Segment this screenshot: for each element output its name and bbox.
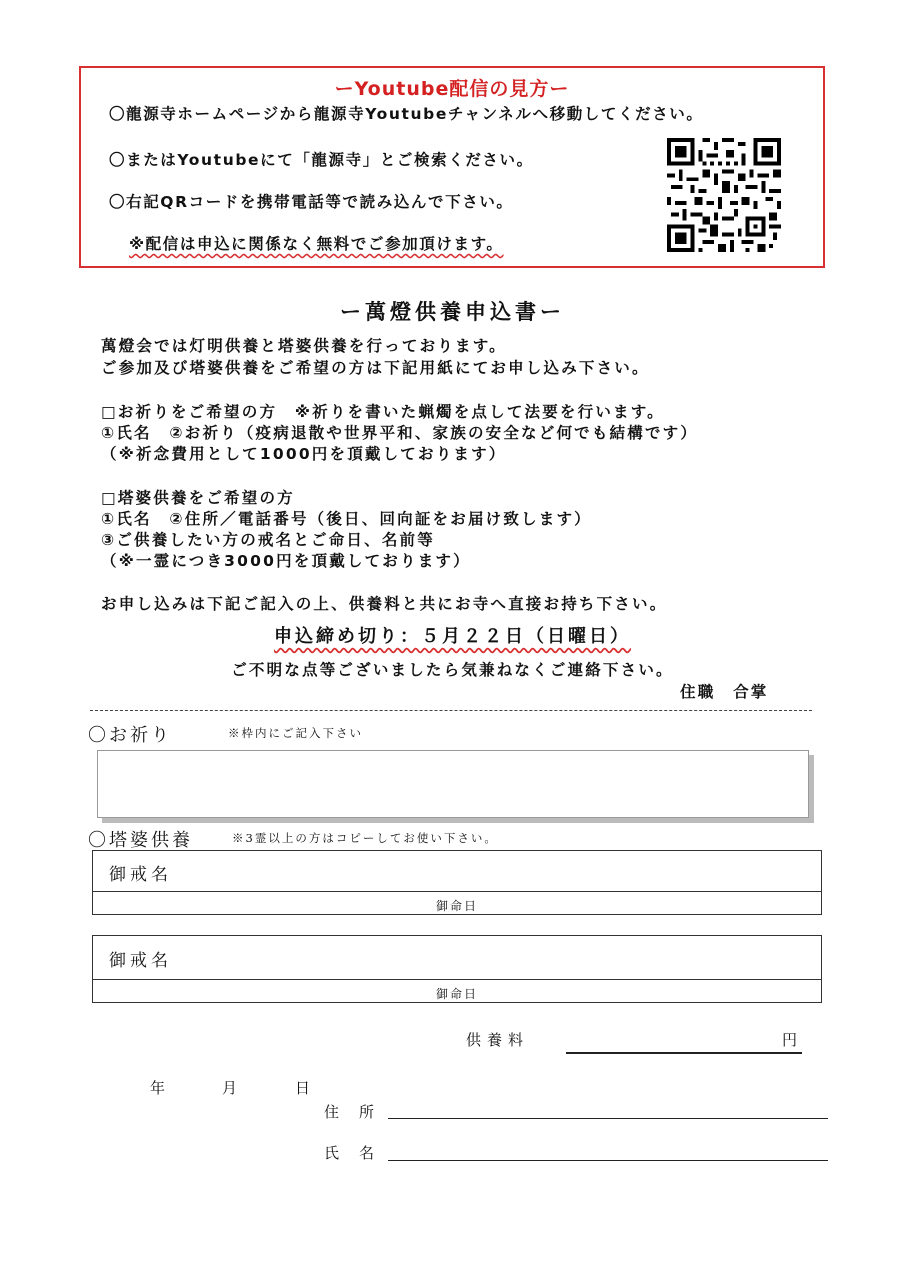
toba-section-title: 〇塔婆供養: [88, 830, 193, 851]
prayer-section-title: 〇お祈り: [88, 725, 172, 746]
toba-items-2: ③ご供養したい方の戒名とご命日、名前等: [101, 531, 435, 549]
youtube-line-3: 〇右記QRコードを携帯電話等で読み込んで下さい。: [109, 193, 514, 211]
name-input-line[interactable]: [388, 1160, 828, 1161]
meinichi-label: 御命日: [435, 899, 478, 913]
deadline-notice: [0, 622, 905, 648]
youtube-info-box: [79, 66, 825, 268]
fee-unit: 円: [782, 1031, 804, 1049]
date-day: 日: [295, 1079, 317, 1097]
fee-label: 供養料: [466, 1031, 530, 1049]
youtube-free-note: ※配信は申込に関係なく無料でご参加頂けます。: [129, 235, 504, 253]
toba-items-1: ①氏名 ②住所／電話番号（後日、回向証をお届け致します）: [101, 510, 592, 528]
kaimyo-label: 御戒名: [109, 951, 172, 971]
date-month: 月: [222, 1079, 244, 1097]
prayer-section-note: ※枠内にご記入下さい: [228, 726, 363, 740]
deadline-text: 申込締め切り：５月２２日（日曜日）: [274, 626, 631, 647]
address-input-line[interactable]: [388, 1118, 828, 1119]
youtube-line-1: 〇龍源寺ホームページから龍源寺Youtubeチャンネルへ移動してください。: [109, 105, 704, 123]
fee-input-line[interactable]: [566, 1052, 802, 1054]
name-label: 氏名: [324, 1144, 395, 1162]
prayer-fee-note: （※祈念費用として1000円を頂戴しております）: [101, 445, 507, 463]
signature: 住職 合掌: [680, 683, 769, 701]
toba-entry-1[interactable]: [92, 850, 822, 915]
closing-instruction: お申し込みは下記ご記入の上、供養料と共にお寺へ直接お持ち下さい。: [101, 595, 668, 613]
meinichi-label: 御命日: [435, 987, 478, 1001]
meinichi-row[interactable]: [93, 891, 821, 916]
intro-line-1: 萬燈会では灯明供養と塔婆供養を行っております。: [101, 337, 507, 355]
toba-section-note: ※3霊以上の方はコピーしてお使い下さい。: [232, 831, 498, 845]
cut-line-divider: [90, 710, 812, 711]
toba-fee-note: （※一霊につき3000円を頂戴しております）: [101, 552, 471, 570]
address-label: 住所: [324, 1103, 395, 1121]
contact-note: ご不明な点等ございましたら気兼ねなくご連絡下さい。: [231, 661, 674, 679]
intro-line-2: ご参加及び塔婆供養をご希望の方は下記用紙にてお申し込み下さい。: [101, 359, 650, 377]
prayer-input-box[interactable]: [97, 750, 809, 818]
youtube-title: ーYoutube配信の見方ー: [334, 78, 570, 100]
prayer-heading: □お祈りをご希望の方 ※祈りを書いた蝋燭を点して法要を行います。: [101, 403, 665, 421]
meinichi-row[interactable]: [93, 979, 821, 1004]
qr-code-icon[interactable]: [667, 138, 781, 252]
kaimyo-label: 御戒名: [109, 865, 172, 885]
date-year: 年: [150, 1079, 172, 1097]
toba-heading: □塔婆供養をご希望の方: [101, 489, 295, 507]
prayer-items: ①氏名 ②お祈り（疫病退散や世界平和、家族の安全など何でも結構です）: [101, 424, 699, 442]
toba-entry-2[interactable]: [92, 935, 822, 1003]
youtube-line-2: 〇またはYoutubeにて「龍源寺」とご検索ください。: [109, 151, 534, 169]
form-title: ー萬燈供養申込書ー: [340, 300, 565, 324]
